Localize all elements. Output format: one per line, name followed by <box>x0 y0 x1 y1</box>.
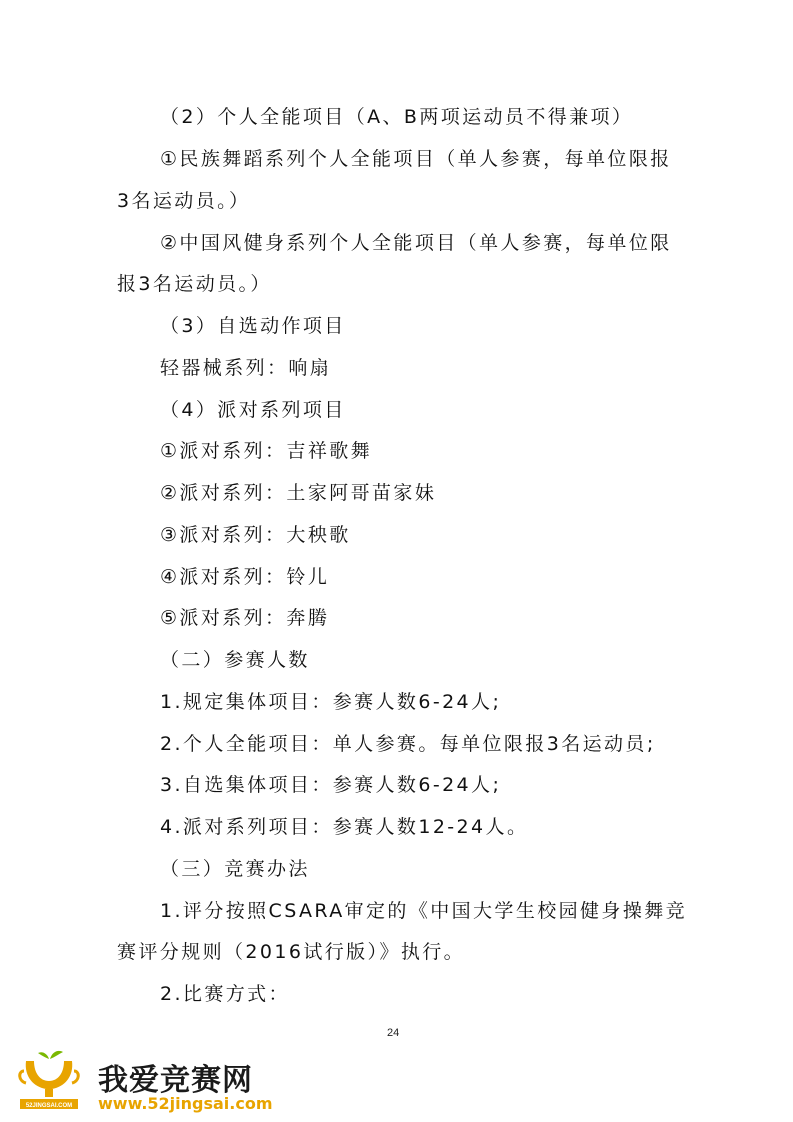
footer-logo[interactable] <box>14 1047 274 1117</box>
text-line: ④派对系列：铃儿 <box>160 566 330 588</box>
text-line: 2.个人全能项目：单人参赛。每单位限报3名运动员; <box>160 733 656 755</box>
text-line: （2）个人全能项目（A、B两项运动员不得兼项） <box>160 106 634 128</box>
text-line: ②中国风健身系列个人全能项目（单人参赛，每单位限 <box>160 232 672 254</box>
logo-text: 我爱竞赛网 <box>98 1063 253 1098</box>
section-heading: （4）派对系列项目 <box>160 399 346 421</box>
text-line: 赛评分规则（2016试行版）》执行。 <box>117 941 466 963</box>
page-number: 24 <box>387 1027 400 1039</box>
text-line: 2.比赛方式： <box>160 983 290 1005</box>
section-heading: （二）参赛人数 <box>160 649 310 671</box>
logo-url[interactable]: www.52jingsai.com <box>98 1094 273 1113</box>
section-heading: （3）自选动作项目 <box>160 315 346 337</box>
text-line: 1.评分按照CSARA审定的《中国大学生校园健身操舞竞 <box>160 900 688 922</box>
text-line: ①民族舞蹈系列个人全能项目（单人参赛，每单位限报 <box>160 148 672 170</box>
text-line: 3.自选集体项目：参赛人数6-24人; <box>160 774 502 796</box>
logo-small-text: 52JINGSAI.COM <box>25 1103 73 1109</box>
text-line: ②派对系列：土家阿哥苗家妹 <box>160 482 437 504</box>
text-line: 轻器械系列：响扇 <box>160 357 332 379</box>
text-line: ①派对系列：吉祥歌舞 <box>160 440 373 462</box>
trophy-logo-icon <box>14 1047 84 1113</box>
text-line: 3名运动员。） <box>117 190 251 212</box>
text-line: 报3名运动员。） <box>117 273 272 295</box>
text-line: 4.派对系列项目：参赛人数12-24人。 <box>160 816 529 838</box>
text-line: ⑤派对系列：奔腾 <box>160 607 330 629</box>
section-heading: （三）竞赛办法 <box>160 858 310 880</box>
text-line: 1.规定集体项目：参赛人数6-24人; <box>160 691 502 713</box>
text-line: ③派对系列：大秧歌 <box>160 524 351 546</box>
